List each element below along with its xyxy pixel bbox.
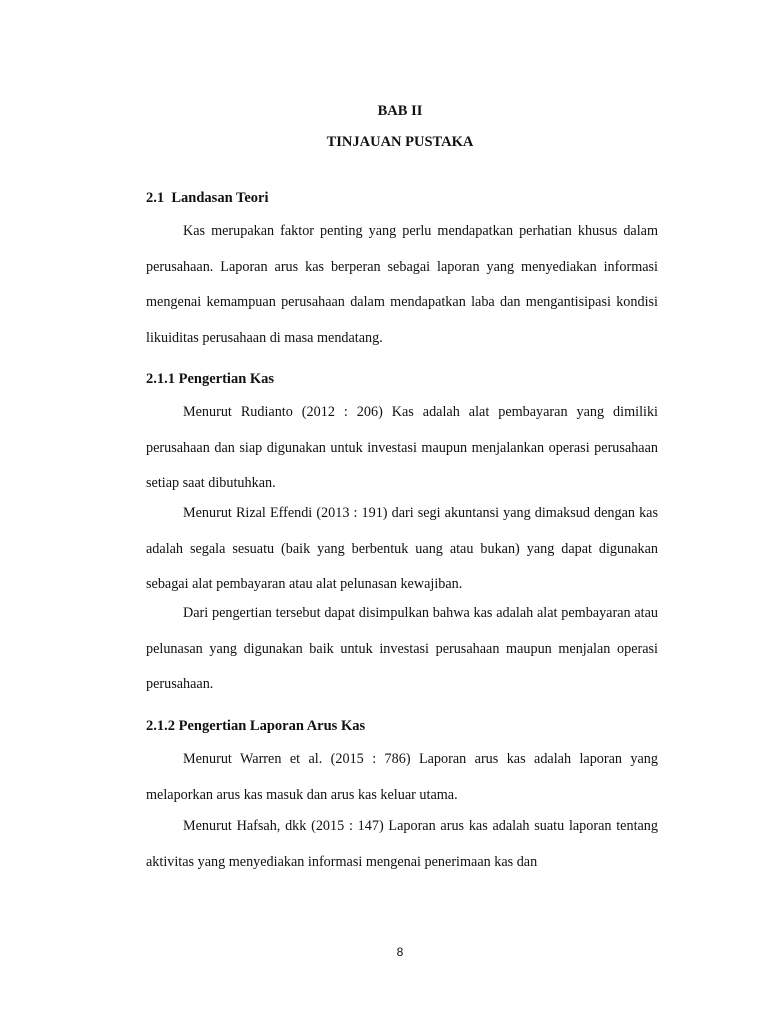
paragraph-landasan-teori: Kas merupakan faktor penting yang perlu mendapatkan perhatian khusus dalam perusahaan. Laporan arus kas berperan sebagai laporan yang menyediakan informasi mengenai kemampuan perusahaan dalam mendapatkan laba dan mengantisipasi kondisi likuiditas perusahaan di masa mendatang. [146,223,658,346]
section-heading-laporan-arus-kas: 2.1.2 Pengertian Laporan Arus Kas [146,718,366,734]
chapter-title: TINJAUAN PUSTAKA [326,134,474,150]
paragraph-warren: Menurut Warren et al. (2015 : 786) Laporan arus kas adalah laporan yang melaporkan arus kas masuk dan arus kas keluar utama. [146,751,658,803]
paragraph-hafsah: Menurut Hafsah, dkk (2015 : 147) Laporan arus kas adalah suatu laporan tentang aktivitas yang menyediakan informasi mengenai penerimaan kas dan [146,818,658,870]
section-heading-landasan-teori: 2.1 Landasan Teori [146,190,269,206]
paragraph-rizal-effendi: Menurut Rizal Effendi (2013 : 191) dari segi akuntansi yang dimaksud dengan kas adalah segala sesuatu (baik yang berbentuk uang atau bukan) yang dapat digunakan sebagai alat pembayaran atau alat pelunasan kewajiban. [146,505,658,593]
section-heading-pengertian-kas: 2.1.1 Pengertian Kas [146,371,275,387]
page-number: 8 [396,945,404,959]
chapter-label: BAB II [377,103,423,119]
paragraph-rudianto: Menurut Rudianto (2012 : 206) Kas adalah alat pembayaran yang dimiliki perusahaan dan siap digunakan untuk investasi maupun menjalankan operasi perusahaan setiap saat dibutuhkan. [146,404,658,492]
paragraph-kesimpulan: Dari pengertian tersebut dapat disimpulkan bahwa kas adalah alat pembayaran atau pelunasan yang digunakan baik untuk investasi perusahaan maupun menjalan operasi perusahaan. [146,605,658,693]
